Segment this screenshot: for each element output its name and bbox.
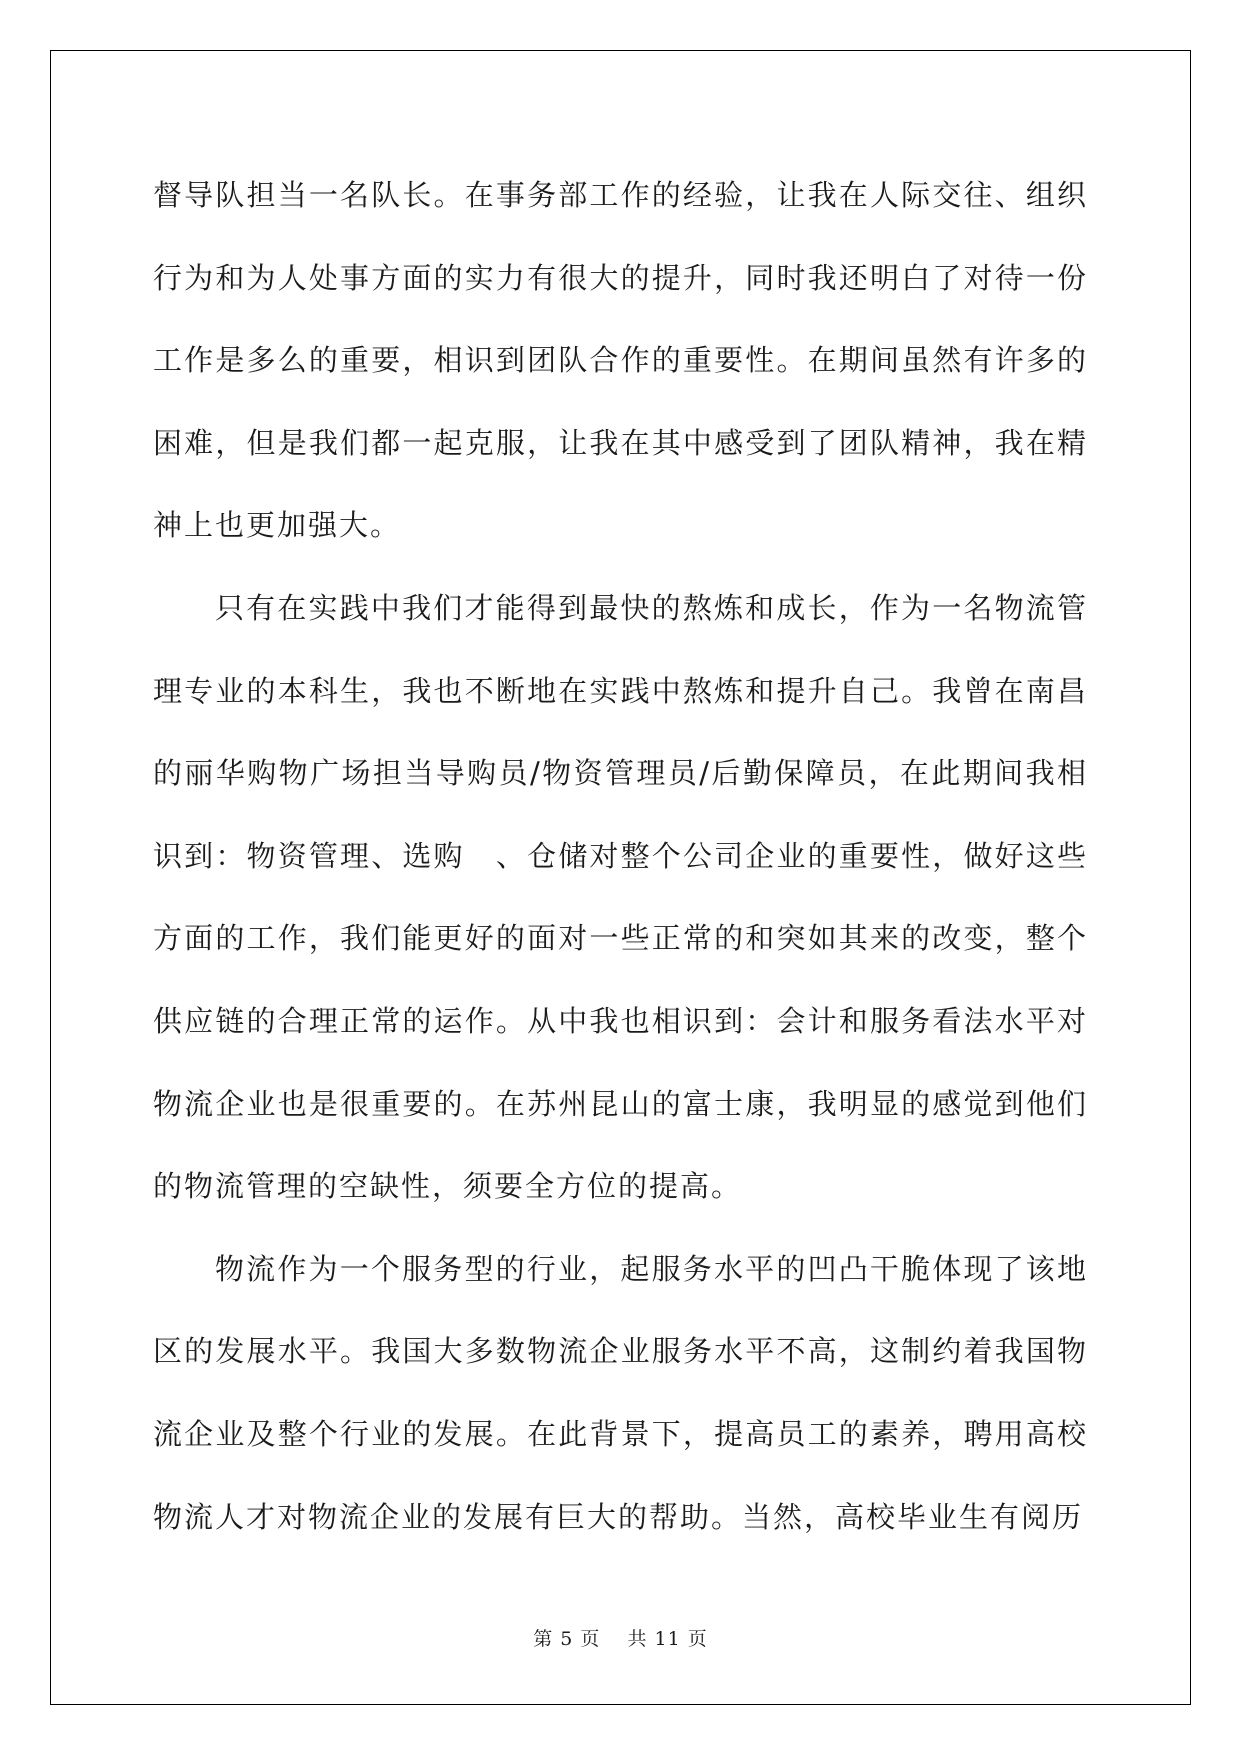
paragraph-3: 物流作为一个服务型的行业，起服务水平的凹凸干脆体现了该地区的发展水平。我国大多数物流企业服务水平不高，这制约着我国物流企业及整个行业的发展。在此背景下，提高员工的素养，聘用高校物流人才对物流企业的发展有巨大的帮助。当然，高校毕业生有阅历 [153,1251,1088,1534]
page-number-footer: 第 5 页 共 11 页 [533,1628,708,1650]
paragraph-2: 只有在实践中我们才能得到最快的熬炼和成长，作为一名物流管理专业的本科生，我也不断地在实践中熬炼和提升自己。我曾在南昌的丽华购物广场担当导购员/物资管理员/后勤保障员，在此期间我相识到：物资管理、选购 、仓储对整个公司企业的重要性，做好这些方面的工作，我们能更好的面对一些正常的和突如其来的改变，整个供应链的合理正常的运作。从中我也相识到：会计和服务看法水平对物流企业也是很重要的。在苏州昆山的富士康，我明显的感觉到他们的物流管理的空缺性，须要全方位的提高。 [153,590,1088,1204]
paragraph-1: 督导队担当一名队长。在事务部工作的经验，让我在人际交往、组织行为和为人处事方面的实力有很大的提升，同时我还明白了对待一份工作是多么的重要，相识到团队合作的重要性。在期间虽然有许多的困难，但是我们都一起克服，让我在其中感受到了团队精神，我在精神上也更加强大。 [153,178,1088,543]
document-body [153,160,1088,1558]
